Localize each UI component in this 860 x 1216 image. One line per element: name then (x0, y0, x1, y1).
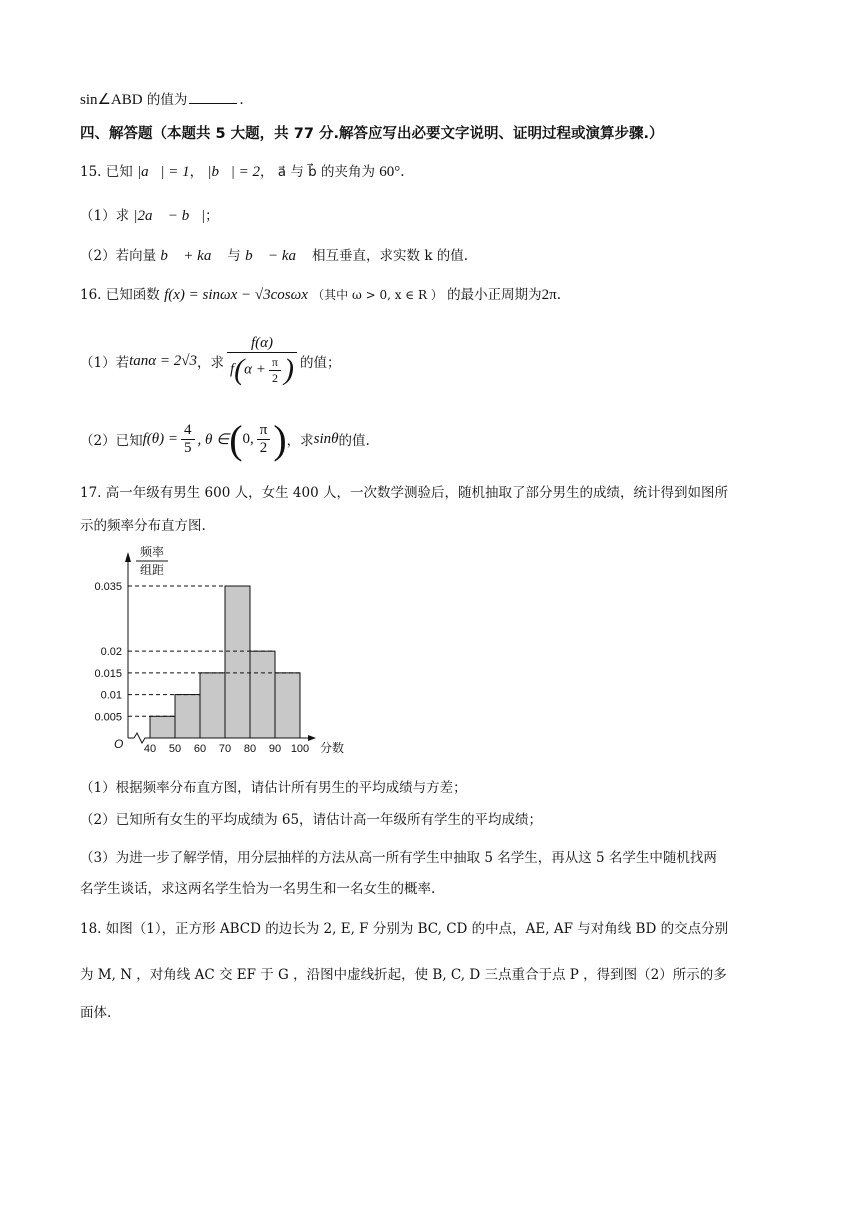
q14-expr: sin∠ABD (80, 92, 143, 108)
q15-stem-c: ， (259, 164, 274, 180)
histogram-bar (150, 716, 175, 738)
q15-p1-expr: |2a⃗ − b⃗| (133, 208, 206, 224)
q15-cond-a: |a⃗| = 1 (137, 164, 190, 180)
q16-p2-frac (181, 422, 195, 457)
q15-p2-v1: b⃗ + ka⃗ (160, 248, 224, 264)
q16-p1-den-pi: π (269, 355, 281, 371)
q16-stem (80, 283, 561, 304)
origin-label: O (114, 737, 124, 751)
q18-line1: 18. 如图（1），正方形 ABCD 的边长为 2, E, F 分别为 BC, CD 的中点，AE, AF 与对角线 BD 的交点分别 (80, 921, 729, 937)
x-tick-label: 70 (218, 743, 232, 755)
q16-p1-fraction (227, 335, 297, 387)
q15-angle-text: a⃗ 与 b⃗ 的夹角为 (277, 164, 375, 180)
q16-p2-label: （2）已知 (80, 433, 143, 449)
q15-stem-b: ， (189, 164, 204, 180)
q15-cond-b: |b⃗| = 2 (207, 164, 260, 180)
q16-p1-den: f(α + $\frac{\pi}{2}$ ) (230, 353, 294, 386)
histogram-bar (275, 673, 300, 738)
frequency-histogram (78, 542, 368, 762)
x-tick-label: 50 (168, 743, 182, 755)
y-tick-label: 0.02 (100, 646, 122, 659)
q15-p2-v2: b⃗ − ka⃗ (245, 248, 308, 264)
q15-p1-end: ； (205, 208, 219, 224)
q17-part2: （2）已知所有女生的平均成绩为 65，请估计高一年级所有学生的平均成绩； (80, 812, 543, 828)
q16-p1-den-b: α + (244, 361, 266, 378)
x-axis-arrow (308, 735, 316, 741)
q16-stem-b: 的最小正周期为 (447, 287, 542, 303)
q16-p1-den-pi-frac (269, 355, 281, 386)
q16-p2-end: 的值. (338, 433, 370, 449)
q16-period: 2π (541, 287, 557, 303)
q15-p2-mid: 与 (223, 248, 246, 264)
y-tick-label: 0.01 (100, 689, 122, 702)
y-label-top: 频率 (139, 545, 165, 559)
q16-p1-label: （1）若 (80, 355, 130, 371)
q16-p2-num: 4 (181, 422, 195, 440)
q16-p2-int-frac (257, 422, 271, 457)
q15-stem-a: 15. 已知 (80, 164, 133, 180)
q16-func: f(x) = sinωx − √3cosωx (164, 287, 308, 303)
q16-p1-end: 的值； (299, 355, 341, 371)
q16-p2-theta: , θ ∈ (197, 431, 230, 448)
section-heading: 四、解答题（本题共 5 大题，共 77 分.解答应写出必要文字说明、证明过程或演算步骤.） (80, 126, 664, 142)
q18-line3: 面体. (80, 1005, 112, 1021)
histogram-bar (200, 673, 225, 738)
q16-p2-f: f(θ) = (142, 430, 178, 447)
q17-part3a: （3）为进一步了解学情，用分层抽样的方法从高一所有学生中抽取 5 名学生，再从这 5 名学生中随机找两 (80, 850, 717, 866)
q16-p2-int-den: 2 (259, 439, 268, 456)
y-tick-label: 0.015 (94, 667, 122, 680)
q15-p2-label: （2）若向量 (80, 248, 157, 264)
y-tick-label: 0.035 (94, 581, 122, 593)
q16-p1-num: f(α) (227, 335, 297, 353)
q16-p2-mid: ，求 (286, 433, 314, 449)
q15-stem (80, 160, 405, 181)
q17-part3b: 名学生谈话，求这两名学生恰为一名男生和一名女生的概率. (80, 881, 436, 897)
q16-stem-a: 16. 已知函数 (80, 287, 160, 303)
q15-p1-label: （1）求 (80, 208, 130, 224)
q16-p1-den-f: f (230, 361, 235, 378)
q15-part2 (80, 244, 468, 265)
answer-blank (189, 91, 237, 104)
q15-end: . (400, 164, 405, 180)
x-tick-label: 90 (268, 743, 282, 755)
q16-part2: （2）已知 f(θ) = $\frac{4}{5}$ , θ ∈ ( 0, $\frac{\pi}{2}$ ) ，求 sinθ 的值. (80, 416, 370, 462)
q16-end: . (556, 287, 562, 303)
x-axis-label: 分数 (319, 741, 345, 755)
y-label-bottom: 组距 (139, 563, 165, 577)
histogram-bar (250, 651, 275, 738)
histogram-bar (175, 695, 200, 738)
q17-part1: （1）根据频率分布直方图，请估计所有男生的平均成绩与方差； (80, 780, 467, 796)
y-axis-arrow (125, 552, 131, 562)
q16-p1-mid: ，求 (197, 355, 224, 371)
q18-line2: 为 M, N ，对角线 AC 交 EF 于 G ，沿图中虚线折起，使 B, C, D 三点重合于点 P ，得到图（2）所示的多 (80, 967, 727, 983)
q14-end: . (239, 92, 244, 108)
q16-cond: （其中 ω > 0, x ∈ R ） (312, 288, 443, 302)
q15-angle: 60° (379, 164, 401, 180)
q16-part1 (80, 326, 340, 396)
histogram-bar (225, 586, 250, 738)
q16-p1-cond: tanα = 2√3 (129, 352, 197, 369)
q16-p2-den: 5 (184, 439, 192, 456)
x-tick-label: 100 (290, 743, 310, 755)
q17-line2: 示的频率分布直方图. (80, 518, 206, 534)
q17-line1: 17. 高一年级有男生 600 人，女生 400 人，一次数学测验后，随机抽取了部分男生的成绩，统计得到如图所 (80, 485, 728, 501)
q15-part1 (80, 204, 219, 225)
y-tick-label: 0.005 (94, 711, 122, 724)
q15-p2-end: 相互垂直，求实数 k 的值. (307, 248, 469, 264)
x-tick-label: 60 (193, 743, 207, 755)
q16-p2-int-a: 0, (242, 430, 254, 447)
q16-p2-int-num: π (257, 422, 271, 440)
q14-text: 的值为 (142, 92, 188, 108)
x-tick-label: 80 (243, 743, 257, 755)
x-tick-label: 40 (143, 743, 157, 755)
q16-p2-target: sinθ (313, 430, 339, 447)
q14-tail (80, 88, 244, 109)
q16-p1-den-two: 2 (271, 370, 278, 385)
